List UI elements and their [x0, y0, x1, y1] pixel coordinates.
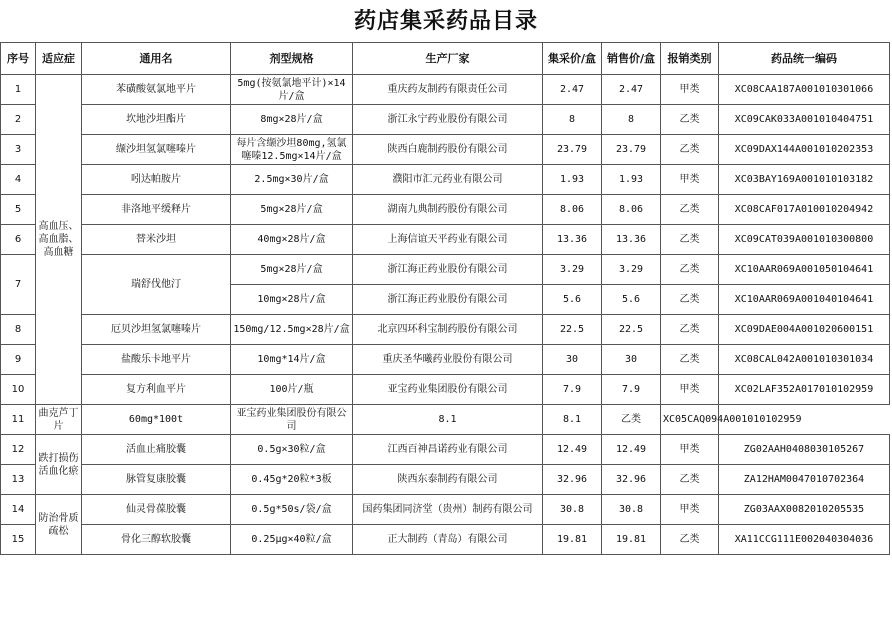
- cell-sell-price: 8: [602, 105, 661, 135]
- cell-no: 5: [1, 195, 36, 225]
- cell-name: 厄贝沙坦氢氯噻嗪片: [82, 315, 231, 345]
- table-row: [1, 255, 890, 285]
- cell-category: 乙类: [661, 225, 719, 255]
- cell-code: XC09DAX144A001010202353: [719, 135, 890, 165]
- cell-maker: 浙江永宁药业股份有限公司: [353, 105, 543, 135]
- col-header-reimbursement: 报销类别: [661, 43, 719, 75]
- cell-code: ZG02AAH0408030105267: [719, 435, 890, 465]
- cell-category: 乙类: [661, 345, 719, 375]
- cell-maker: 浙江海正药业股份有限公司: [353, 255, 543, 285]
- cell-no: 10: [1, 375, 36, 405]
- cell-name: 替米沙坦: [82, 225, 231, 255]
- cell-name: 苯磺酸氨氯地平片: [82, 75, 231, 105]
- cell-spec: 150mg/12.5mg×28片/盒: [231, 315, 353, 345]
- cell-maker: 亚宝药业集团股份有限公司: [353, 375, 543, 405]
- cell-sell-price: 8.1: [543, 405, 602, 435]
- cell-sell-price: 5.6: [602, 285, 661, 315]
- cell-buy-price: 1.93: [543, 165, 602, 195]
- cell-buy-price: 3.29: [543, 255, 602, 285]
- table-row: [1, 75, 890, 105]
- cell-buy-price: 12.49: [543, 435, 602, 465]
- cell-category: 乙类: [661, 135, 719, 165]
- cell-buy-price: 22.5: [543, 315, 602, 345]
- cell-name: 复方利血平片: [82, 375, 231, 405]
- indication-osteoporosis: 防治骨质疏松: [36, 495, 82, 555]
- cell-no: 12: [1, 435, 36, 465]
- cell-code: XA11CCG111E002040304036: [719, 525, 890, 555]
- cell-buy-price: 5.6: [543, 285, 602, 315]
- cell-name: 吲达帕胺片: [82, 165, 231, 195]
- col-header-spec: 剂型规格: [231, 43, 353, 75]
- cell-spec: 0.25μg×40粒/盒: [231, 525, 353, 555]
- col-header-sale-price: 销售价/盒: [602, 43, 661, 75]
- table-row: [1, 405, 890, 435]
- cell-category: 乙类: [661, 195, 719, 225]
- cell-name: 坎地沙坦酯片: [82, 105, 231, 135]
- cell-spec: 5mg(按氨氯地平计)×14片/盒: [231, 75, 353, 105]
- header-row: [1, 43, 890, 75]
- table-row: [1, 465, 890, 495]
- cell-code: XC09CAT039A001010300800: [719, 225, 890, 255]
- cell-name: 非洛地平缓释片: [82, 195, 231, 225]
- cell-sell-price: 13.36: [602, 225, 661, 255]
- cell-name: 脉管复康胶囊: [82, 465, 231, 495]
- cell-buy-price: 13.36: [543, 225, 602, 255]
- cell-buy-price: 19.81: [543, 525, 602, 555]
- cell-buy-price: 30: [543, 345, 602, 375]
- cell-category: 乙类: [602, 405, 661, 435]
- cell-name: 活血止痛胶囊: [82, 435, 231, 465]
- cell-maker: 江西百神昌诺药业有限公司: [353, 435, 543, 465]
- cell-no: 4: [1, 165, 36, 195]
- cell-code: XC08CAL042A001010301034: [719, 345, 890, 375]
- cell-code: XC10AAR069A001050104641: [719, 255, 890, 285]
- page-title: 药店集采药品目录: [353, 8, 538, 34]
- cell-no: 13: [1, 465, 36, 495]
- cell-code: XC09DAE004A001020600151: [719, 315, 890, 345]
- col-header-generic-name: 通用名: [82, 43, 231, 75]
- cell-sell-price: 3.29: [602, 255, 661, 285]
- cell-category: 乙类: [661, 465, 719, 495]
- cell-name: 仙灵骨葆胶囊: [82, 495, 231, 525]
- cell-sell-price: 1.93: [602, 165, 661, 195]
- cell-no: 7: [1, 255, 36, 315]
- cell-no: 9: [1, 345, 36, 375]
- cell-sell-price: 30.8: [602, 495, 661, 525]
- table-row: [1, 525, 890, 555]
- table-row: [1, 345, 890, 375]
- indication-trauma: 跌打损伤活血化瘀: [36, 435, 82, 495]
- cell-name: 骨化三醇软胶囊: [82, 525, 231, 555]
- cell-code: XC10AAR069A001040104641: [719, 285, 890, 315]
- cell-category: 甲类: [661, 495, 719, 525]
- cell-code: XC08CAA187A001010301066: [719, 75, 890, 105]
- cell-buy-price: 7.9: [543, 375, 602, 405]
- cell-sell-price: 22.5: [602, 315, 661, 345]
- cell-category: 乙类: [661, 525, 719, 555]
- cell-no: 14: [1, 495, 36, 525]
- cell-sell-price: 2.47: [602, 75, 661, 105]
- cell-category: 甲类: [661, 165, 719, 195]
- table-row: [1, 375, 890, 405]
- cell-maker: 浙江海正药业股份有限公司: [353, 285, 543, 315]
- cell-maker: 北京四环科宝制药股份有限公司: [353, 315, 543, 345]
- cell-no: 3: [1, 135, 36, 165]
- cell-code: XC02LAF352A017010102959: [719, 375, 890, 405]
- cell-sell-price: 32.96: [602, 465, 661, 495]
- cell-sell-price: 23.79: [602, 135, 661, 165]
- drug-catalog-table: [0, 42, 890, 555]
- cell-sell-price: 7.9: [602, 375, 661, 405]
- cell-spec: 5mg×28片/盒: [231, 195, 353, 225]
- cell-no: 8: [1, 315, 36, 345]
- cell-buy-price: 8.06: [543, 195, 602, 225]
- table-row: [1, 105, 890, 135]
- table-row: [1, 135, 890, 165]
- cell-no: 1: [1, 75, 36, 105]
- table-row: [1, 315, 890, 345]
- cell-spec: 100片/瓶: [231, 375, 353, 405]
- cell-no: 11: [1, 405, 36, 435]
- table-row: [1, 435, 890, 465]
- cell-buy-price: 32.96: [543, 465, 602, 495]
- cell-no: 6: [1, 225, 36, 255]
- cell-code: XC05CAQ094A001010102959: [661, 405, 719, 435]
- cell-buy-price: 8.1: [353, 405, 543, 435]
- cell-maker: 亚宝药业集团股份有限公司: [231, 405, 353, 435]
- col-header-drug-code: 药品统一编码: [719, 43, 890, 75]
- cell-maker: 重庆圣华曦药业股份有限公司: [353, 345, 543, 375]
- indication-hypertension: 高血压、高血脂、高血糖: [36, 75, 82, 405]
- cell-buy-price: 23.79: [543, 135, 602, 165]
- cell-category: 乙类: [661, 105, 719, 135]
- cell-name: 盐酸乐卡地平片: [82, 345, 231, 375]
- cell-sell-price: 19.81: [602, 525, 661, 555]
- cell-spec: 0.5g*50s/袋/盒: [231, 495, 353, 525]
- cell-name: 瑞舒伐他汀: [82, 255, 231, 315]
- cell-maker: 陕西白鹿制药股份有限公司: [353, 135, 543, 165]
- table-row: [1, 225, 890, 255]
- cell-code: XC08CAF017A010010204942: [719, 195, 890, 225]
- cell-sell-price: 30: [602, 345, 661, 375]
- col-header-indication: 适应症: [36, 43, 82, 75]
- cell-maker: 濮阳市汇元药业有限公司: [353, 165, 543, 195]
- cell-maker: 湖南九典制药股份有限公司: [353, 195, 543, 225]
- cell-name: 曲克芦丁片: [36, 405, 82, 435]
- cell-spec: 5mg×28片/盒: [231, 255, 353, 285]
- cell-spec: 60mg*100t: [82, 405, 231, 435]
- cell-spec: 10mg×28片/盒: [231, 285, 353, 315]
- cell-category: 甲类: [661, 375, 719, 405]
- cell-maker: 重庆药友制药有限责任公司: [353, 75, 543, 105]
- cell-name: 缬沙坦氢氯噻嗪片: [82, 135, 231, 165]
- cell-code: ZA12HAM0047010702364: [719, 465, 890, 495]
- cell-spec: 0.5g×30粒/盒: [231, 435, 353, 465]
- cell-maker: 国药集团同济堂（贵州）制药有限公司: [353, 495, 543, 525]
- col-header-no: 序号: [1, 43, 36, 75]
- cell-buy-price: 2.47: [543, 75, 602, 105]
- col-header-manufacturer: 生产厂家: [353, 43, 543, 75]
- cell-buy-price: 8: [543, 105, 602, 135]
- table-row: [1, 495, 890, 525]
- cell-code: XC03BAY169A001010103182: [719, 165, 890, 195]
- cell-maker: 陕西东泰制药有限公司: [353, 465, 543, 495]
- cell-spec: 40mg×28片/盒: [231, 225, 353, 255]
- cell-no: 2: [1, 105, 36, 135]
- cell-code: ZG03AAX0082010205535: [719, 495, 890, 525]
- cell-sell-price: 8.06: [602, 195, 661, 225]
- cell-no: 15: [1, 525, 36, 555]
- cell-spec: 每片含缬沙坦80mg,氢氯噻嗪12.5mg×14片/盒: [231, 135, 353, 165]
- cell-maker: 上海信谊天平药业有限公司: [353, 225, 543, 255]
- cell-spec: 8mg×28片/盒: [231, 105, 353, 135]
- cell-category: 乙类: [661, 315, 719, 345]
- cell-category: 甲类: [661, 435, 719, 465]
- cell-category: 乙类: [661, 285, 719, 315]
- cell-category: 甲类: [661, 75, 719, 105]
- cell-code: XC09CAK033A001010404751: [719, 105, 890, 135]
- cell-buy-price: 30.8: [543, 495, 602, 525]
- cell-category: 乙类: [661, 255, 719, 285]
- cell-maker: 正大制药（青岛）有限公司: [353, 525, 543, 555]
- cell-spec: 10mg*14片/盒: [231, 345, 353, 375]
- cell-sell-price: 12.49: [602, 435, 661, 465]
- table-row: [1, 195, 890, 225]
- cell-spec: 0.45g*20粒*3板: [231, 465, 353, 495]
- cell-spec: 2.5mg×30片/盒: [231, 165, 353, 195]
- table-row: [1, 165, 890, 195]
- col-header-purchase-price: 集采价/盒: [543, 43, 602, 75]
